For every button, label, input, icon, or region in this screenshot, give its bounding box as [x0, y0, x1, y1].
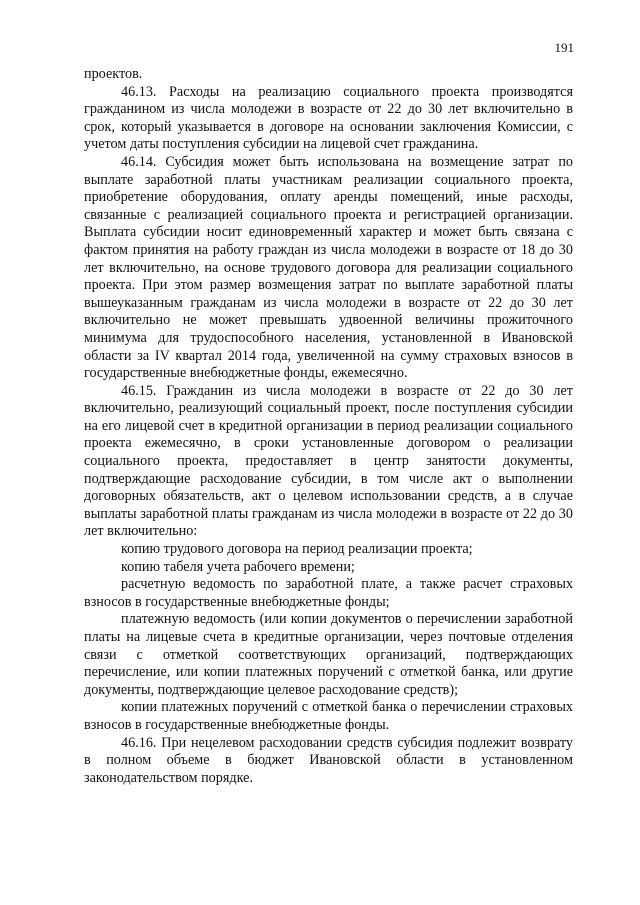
paragraph-continuation: проектов.	[84, 66, 143, 82]
list-item-labor-contract: копию трудового договора на период реализации проекта;	[121, 541, 473, 558]
paragraph-46-13: 46.13. Расходы на реализацию социального проекта производятся гражданином из числа молодежи в возрасте от 22 до 30 лет включительно в срок, который указывается в договоре на основании заключения Комиссии, с учетом даты поступления субсидии на лицевой счет гражданина.	[84, 83, 573, 153]
list-item-payment-statement: платежную ведомость (или копии документов о перечислении заработной платы на лицевые счета в кредитные организации, через почтовые отделения связи с отметкой соответствующих организаций, подтверждающих перечисление, или копии платежных поручений с отметкой банка, или другие документы, подтверждающие целевое расходование средств);	[84, 611, 573, 698]
list-item-payment-orders: копии платежных поручений с отметкой банка о перечислении страховых взносов в государственные внебюджетные фонды.	[84, 699, 573, 733]
list-item-time-sheet: копию табеля учета рабочего времени;	[121, 558, 355, 575]
list-item-payroll-statement: расчетную ведомость по заработной плате, а также расчет страховых взносов в государственные внебюджетные фонды;	[84, 576, 573, 610]
document-body	[84, 66, 573, 787]
paragraph-46-15: 46.15. Гражданин из числа молодежи в возрасте от 22 до 30 лет включительно, реализующий социальный проект, после поступления субсидии на его лицевой счет в кредитной организации в период реализации социального проекта ежемесячно, в сроки установленные договором о реализации социального проекта, предоставляет в центр занятости документы, подтверждающие расходование субсидии, в том числе акт о выполнении договорных обязательств, акт о целевом использовании средств, а в случае выплаты заработной платы гражданам из числа молодежи в возрасте от 22 до 30 лет включительно:	[84, 382, 573, 540]
paragraph-46-14: 46.14. Субсидия может быть использована на возмещение затрат по выплате заработной платы участникам реализации социального проекта, приобретение оборудования, оплату аренды помещений, иные расходы, связанные с реализацией социального проекта и регистрацией организации. Выплата субсидии носит единовременный характер и может быть связана с фактом принятия на работу граждан из числа молодежи в возрасте от 18 до 30 лет включительно, на основе трудового договора для реализации социального проекта. При этом размер возмещения затрат по выплате заработной платы вышеуказанным гражданам из числа молодежи в возрасте от 22 до 30 лет включительно не может превышать удвоенной величины прожиточного минимума для трудоспособного населения, установленной в Ивановской области за IV квартал 2014 года, увеличенной на сумму страховых взносов в государственные внебюджетные фонды, ежемесячно.	[84, 153, 573, 382]
paragraph-46-16: 46.16. При нецелевом расходовании средств субсидия подлежит возврату в полном объеме в бюджет Ивановской области в установленном законодательством порядке.	[84, 734, 573, 786]
page-number: 191	[554, 40, 574, 55]
